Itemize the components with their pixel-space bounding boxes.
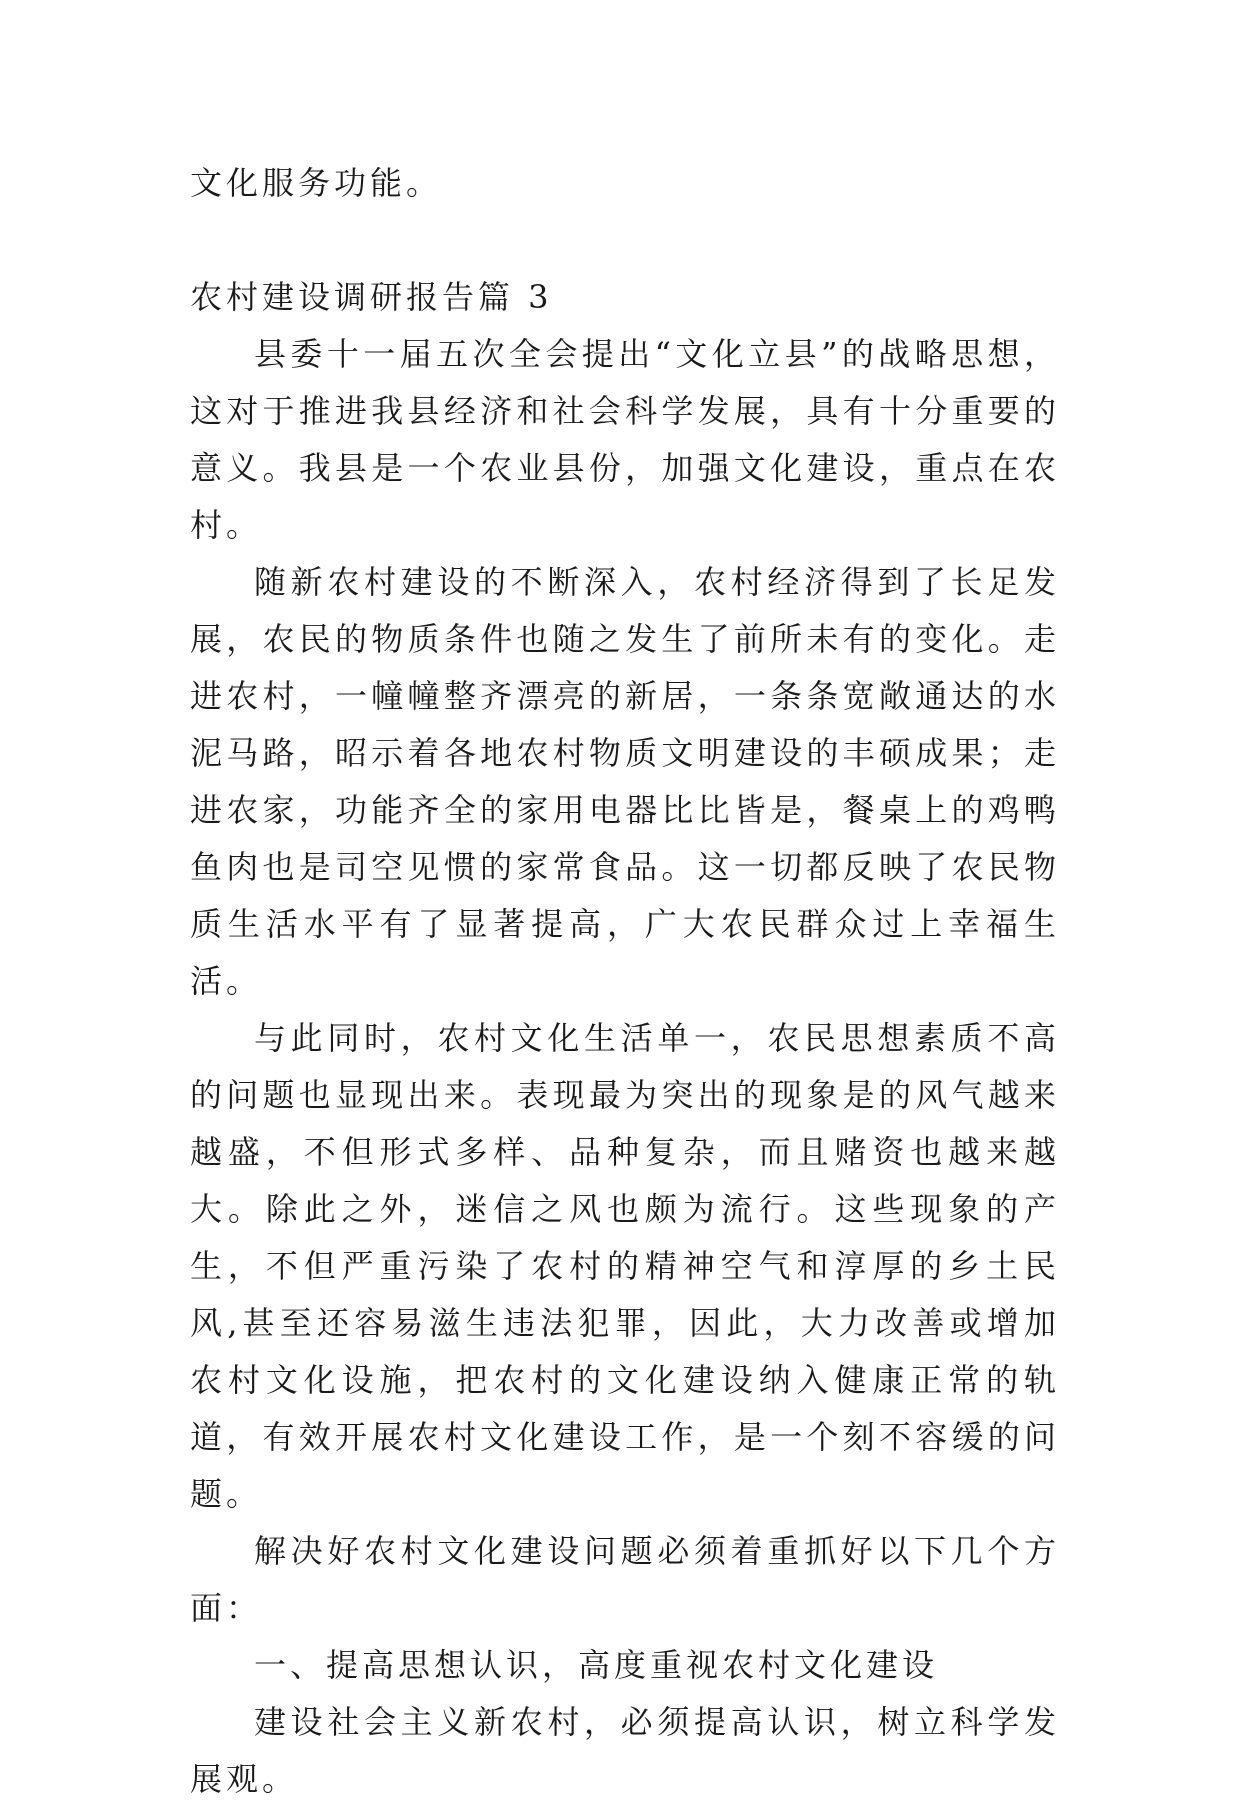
- paragraph: 与此同时，农村文化生活单一，农民思想素质不高的问题也显现出来。表现最为突出的现象是的风气越来越盛，不但形式多样、品种复杂，而且赌资也越来越大。除此之外，迷信之风也颇为流行。这些现象的产生，不但严重污染了农村的精神空气和淳厚的乡土民风,甚至还容易滋生违法犯罪，因此，大力改善或增加农村文化设施，把农村的文化建设纳入健康正常的轨道，有效开展农村文化建设工作，是一个刻不容缓的问题。: [190, 1019, 1060, 1513]
- section-title: 农村建设调研报告篇 3: [190, 278, 553, 316]
- paragraph: 解决好农村文化建设问题必须着重抓好以下几个方面：: [190, 1532, 1060, 1627]
- list-heading: 一、提高思想认识，高度重视农村文化建设: [254, 1646, 939, 1684]
- lead-fragment: 文化服务功能。: [190, 164, 443, 202]
- document-body: [190, 155, 1060, 1808]
- paragraph: 县委十一届五次全会提出“文化立县”的战略思想，这对于推进我县经济和社会科学发展，具有十分重要的意义。我县是一个农业县份，加强文化建设，重点在农村。: [190, 335, 1060, 544]
- section-gap: [190, 212, 1060, 269]
- paragraph: 建设社会主义新农村，必须提高认识，树立科学发展观。: [190, 1703, 1060, 1798]
- paragraph: 随新农村建设的不断深入，农村经济得到了长足发展，农民的物质条件也随之发生了前所未有的变化。走进农村，一幢幢整齐漂亮的新居，一条条宽敞通达的水泥马路，昭示着各地农村物质文明建设的丰硕成果；走进农家，功能齐全的家用电器比比皆是，餐桌上的鸡鸭鱼肉也是司空见惯的家常食品。这一切都反映了农民物质生活水平有了显著提高，广大农民群众过上幸福生活。: [190, 563, 1060, 1000]
